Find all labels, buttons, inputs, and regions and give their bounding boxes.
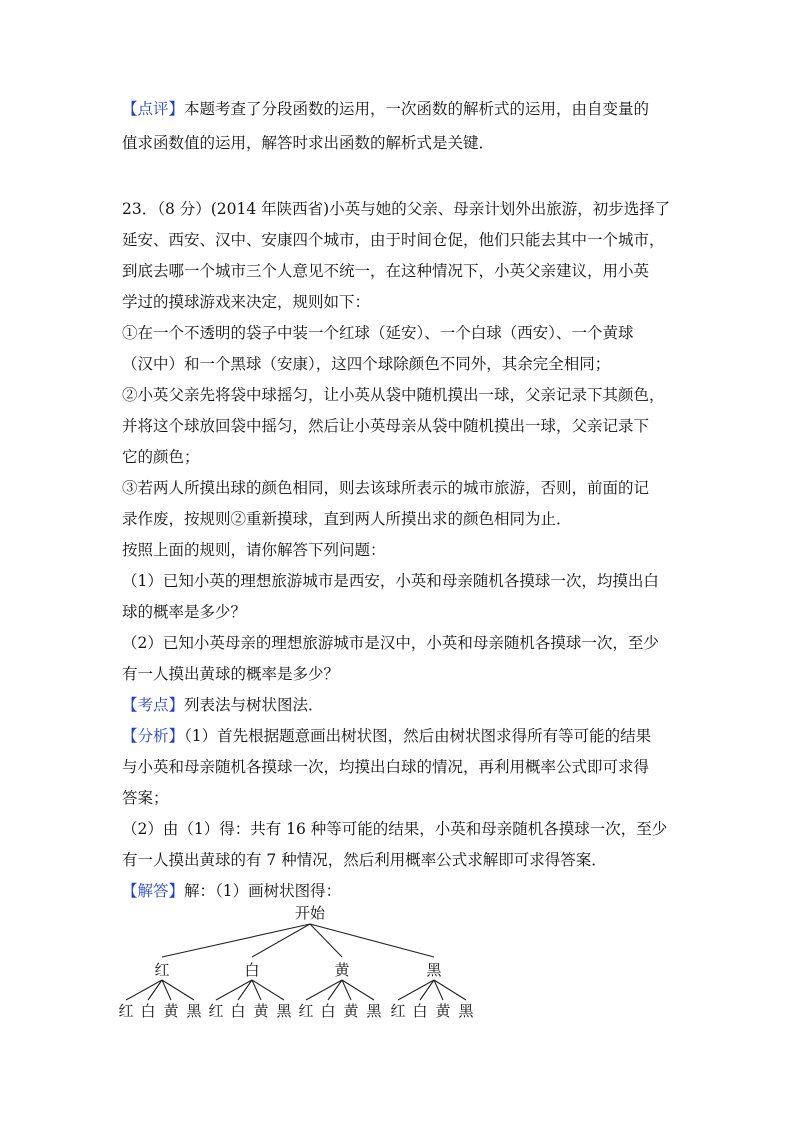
problem-line: ③若两人所摸出球的颜色相同，则去该球所表示的城市旅游，否则，前面的记 <box>122 479 650 497</box>
fenxi-text: （1）首先根据题意画出树状图，然后由树状图求得所有等可能的结果 <box>184 727 652 745</box>
tree-leaf-label: 红 <box>298 1002 314 1020</box>
fenxi-line: 与小英和母亲随机各摸球一次，均摸出白球的情况，再利用概率公式即可求得 <box>122 758 650 776</box>
tree-leaf-label: 红 <box>390 1002 406 1020</box>
tree-root-label: 开始 <box>294 904 326 922</box>
tree-edge-branch-to-leaf <box>252 980 284 1000</box>
tree-leaf-label: 白 <box>140 1002 156 1020</box>
tree-edge-root-to-4 <box>310 924 434 957</box>
tree-leaf-label: 黄 <box>343 1002 359 1020</box>
tree-leaf-label: 黑 <box>186 1002 202 1020</box>
tree-edge-branch-to-leaf <box>420 980 434 1000</box>
tree-leaf-label: 白 <box>320 1002 336 1020</box>
problem-line: （1）已知小英的理想旅游城市是西安，小英和母亲随机各摸球一次，均摸出白 <box>122 572 659 590</box>
tree-leaf-label: 黄 <box>163 1002 179 1020</box>
kaodian-tag: 【考点】 <box>122 696 185 714</box>
problem-line: 学过的摸球游戏来决定，规则如下： <box>122 293 371 311</box>
kaodian-text: 列表法与树状图法． <box>184 696 324 714</box>
tree-edge-branch-to-leaf <box>342 980 351 1000</box>
problem-line: 录作废，按规则②重新摸球，直到两人所摸出求的颜色相同为止． <box>122 510 572 528</box>
tree-leaf-label: 红 <box>118 1002 134 1020</box>
jieda-tag: 【解答】 <box>122 882 185 900</box>
tree-leaf-label: 黄 <box>253 1002 269 1020</box>
problem-line: 按照上面的规则，请你解答下列问题： <box>122 541 386 559</box>
tree-edge-branch-to-leaf <box>434 980 443 1000</box>
problem-line: ①在一个不透明的袋子中装一个红球（延安）、一个白球（西安）、一个黄球 <box>122 324 634 342</box>
jieda-line <box>122 880 341 902</box>
jieda-text: 解：（1）画树状图得： <box>184 882 342 900</box>
tree-edge-branch-to-leaf <box>148 980 162 1000</box>
tree-leaf-label: 白 <box>230 1002 246 1020</box>
fenxi-line: 答案； <box>122 789 169 807</box>
tree-branch-label: 黑 <box>426 961 442 979</box>
comment-line-2: 值求函数值的运用，解答时求出函数的解析式是关键． <box>122 134 495 152</box>
tree-leaf-label: 白 <box>412 1002 428 1020</box>
problem-line: ②小英父亲先将袋中球摇匀，让小英从袋中随机摸出一球，父亲记录下其颜色， <box>122 386 665 404</box>
tree-edge-root-to-3 <box>310 924 342 957</box>
problem-line: 有一人摸出黄球的概率是多少？ <box>122 665 340 683</box>
problem-line: 并将这个球放回袋中摇匀，然后让小英母亲从袋中随机摸出一球，父亲记录下 <box>122 417 650 435</box>
fenxi-tag: 【分析】 <box>122 727 185 745</box>
tree-leaf-label: 黄 <box>435 1002 451 1020</box>
tree-edge-branch-to-leaf <box>398 980 434 1000</box>
fenxi-line: （2）由（1）得：共有 16 种等可能的结果，小英和母亲随机各摸球一次，至少 <box>122 820 668 838</box>
tree-branch-label: 黄 <box>334 961 350 979</box>
tree-edge-branch-to-leaf <box>216 980 252 1000</box>
tree-branch-label: 白 <box>244 961 260 979</box>
tree-leaf-label: 黑 <box>276 1002 292 1020</box>
tree-leaf-label: 黑 <box>458 1002 474 1020</box>
tree-edge-branch-to-leaf <box>162 980 171 1000</box>
tree-branch-label: 红 <box>154 961 170 979</box>
fenxi-line: 有一人摸出黄球的有 7 种情况，然后利用概率公式求解即可求得答案． <box>122 851 607 869</box>
comment-line-1 <box>122 98 649 120</box>
tree-edge-branch-to-leaf <box>342 980 374 1000</box>
problem-line: （2）已知小英母亲的理想旅游城市是汉中，小英和母亲随机各摸球一次，至少 <box>122 634 659 652</box>
problem-line: 它的颜色； <box>122 448 200 466</box>
tree-edge-branch-to-leaf <box>328 980 342 1000</box>
tree-edge-root-to-2 <box>252 924 310 957</box>
tree-edge-branch-to-leaf <box>126 980 162 1000</box>
fenxi-line-1 <box>122 725 651 747</box>
tree-edge-branch-to-leaf <box>238 980 252 1000</box>
problem-line: （汉中）和一个黑球（安康），这四个球除颜色不同外，其余完全相同； <box>122 355 611 373</box>
tree-leaf-label: 黑 <box>366 1002 382 1020</box>
tree-edge-branch-to-leaf <box>306 980 342 1000</box>
problem-line: 球的概率是多少？ <box>122 603 247 621</box>
comment-text: 本题考查了分段函数的运用，一次函数的解析式的运用，由自变量的 <box>184 100 650 118</box>
tree-edge-branch-to-leaf <box>252 980 261 1000</box>
comment-tag: 【点评】 <box>122 100 185 118</box>
problem-line: 23．（8 分）(2014 年陕西省)小英与她的父亲、母亲计划外出旅游，初步选择了 <box>122 200 671 218</box>
tree-edge-root-to-1 <box>162 924 310 957</box>
tree-edge-branch-to-leaf <box>434 980 466 1000</box>
tree-leaf-label: 红 <box>208 1002 224 1020</box>
tree-edge-branch-to-leaf <box>162 980 194 1000</box>
problem-line: 延安、西安、汉中、安康四个城市，由于时间仓促，他们只能去其中一个城市， <box>122 231 665 249</box>
kaodian-line <box>122 694 324 716</box>
problem-line: 到底去哪一个城市三个人意见不统一，在这种情况下，小英父亲建议，用小英 <box>122 262 650 280</box>
